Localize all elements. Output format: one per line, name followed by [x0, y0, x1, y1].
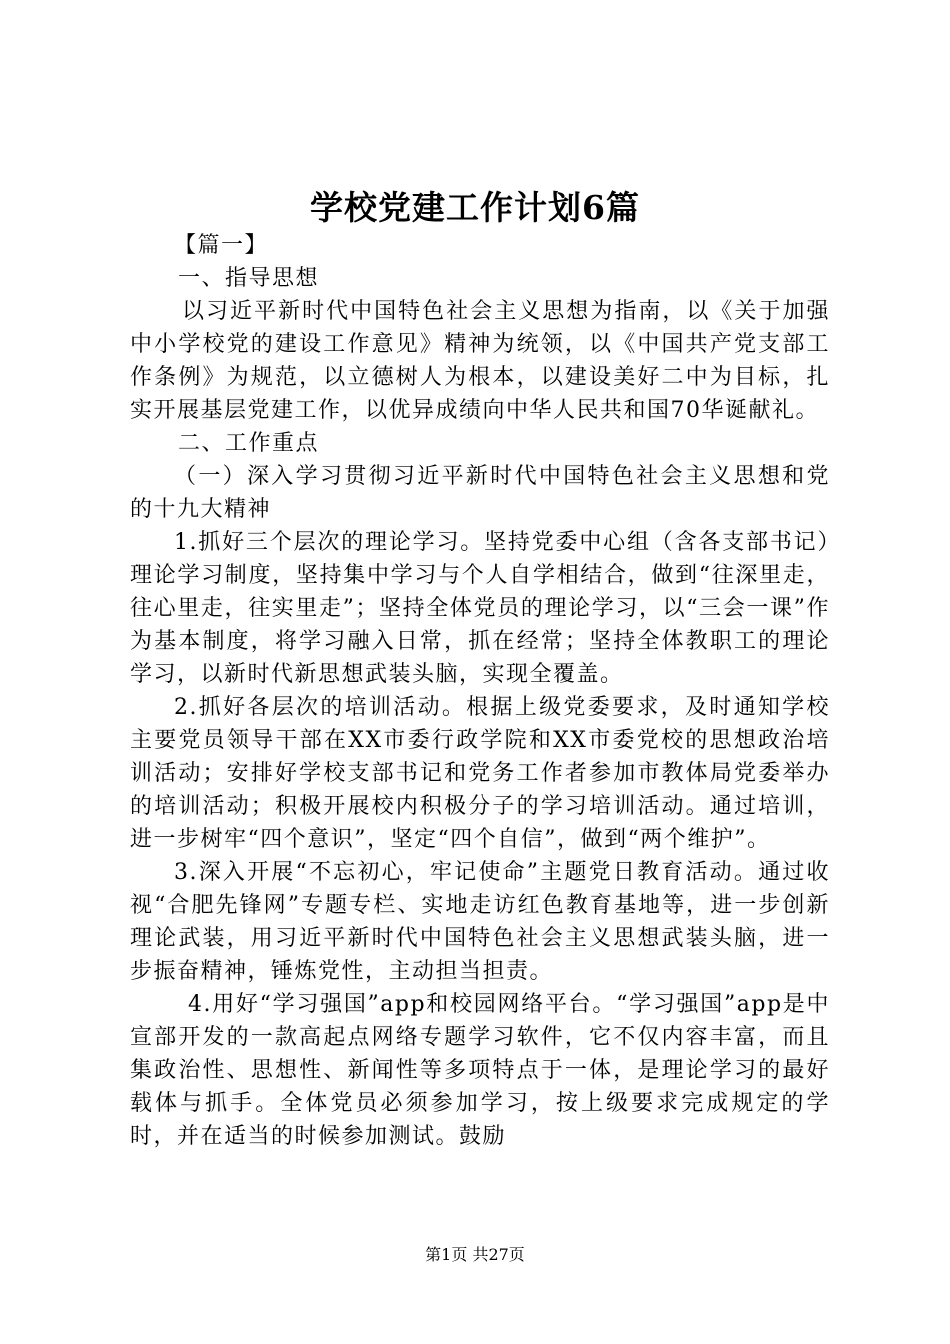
page-footer: 第1页 共27页: [425, 1245, 525, 1264]
item-theme-activity: 3.深入开展“不忘初心，牢记使命”主题党日教育活动。通过收视“合肥先锋网”专题专栏、实地走访红色教育基地等，进一步创新理论武装，用习近平新时代中国特色社会主义思想武装头脑，进一步振奋精神，锤炼党性，主动担当担责。: [130, 860, 830, 984]
document-title: 学校党建工作计划6篇: [310, 188, 640, 227]
subheading-study: （一）深入学习贯彻习近平新时代中国特色社会主义思想和党的十九大精神: [130, 464, 830, 522]
item-training: 2.抓好各层次的培训活动。根据上级党委要求，及时通知学校主要党员领导干部在XX市委行政学院和XX市委党校的思想政治培训活动；安排好学校支部书记和党务工作者参加市教体局党委举办的培训活动；积极开展校内积极分子的学习培训活动。通过培训，进一步树牢“四个意识”，坚定“四个自信”，做到“两个维护”。: [130, 695, 830, 852]
section-label: 【篇一】: [174, 233, 269, 258]
paragraph-guiding-ideology: 以习近平新时代中国特色社会主义思想为指南，以《关于加强中小学校党的建设工作意见》精神为统领，以《中国共产党支部工作条例》为规范，以立德树人为根本，以建设美好二中为目标，扎实开展基层党建工作，以优异成绩向中华人民共和国70华诞献礼。: [130, 299, 830, 423]
item-learning-platform: 4.用好“学习强国”app和校园网络平台。“学习强国”app是中宣部开发的一款高起点网络专题学习软件，它不仅内容丰富，而且集政治性、思想性、新闻性等多项特点于一体，是理论学习的最好载体与抓手。全体党员必须参加学习，按上级要求完成规定的学时，并在适当的时候参加测试。鼓励: [130, 992, 830, 1149]
item-theory-study: 1.抓好三个层次的理论学习。坚持党委中心组（含各支部书记）理论学习制度，坚持集中学习与个人自学相结合，做到“往深里走，往心里走，往实里走”；坚持全体党员的理论学习，以“三会一课”作为基本制度，将学习融入日常，抓在经常；坚持全体教职工的理论学习，以新时代新思想武装头脑，实现全覆盖。: [130, 530, 830, 687]
document-body: [130, 229, 830, 1153]
heading-work-focus: 二、工作重点: [178, 431, 320, 456]
heading-guiding-ideology: 一、指导思想: [178, 266, 320, 291]
